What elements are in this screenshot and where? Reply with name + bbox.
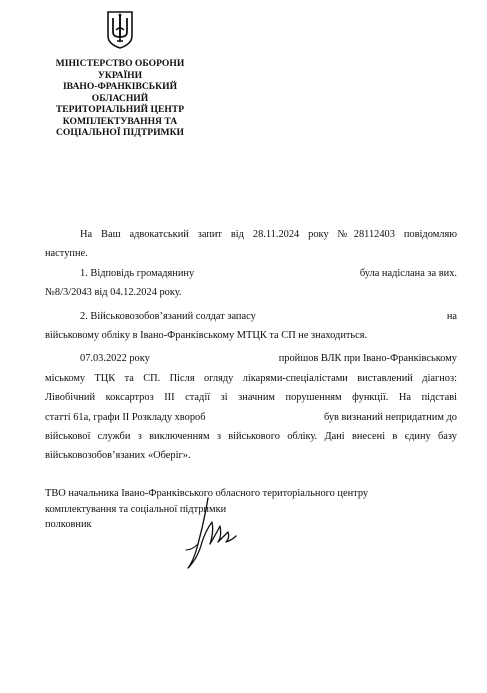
header-line: СОЦІАЛЬНОЇ ПІДТРИМКИ <box>55 127 185 138</box>
vlk-text: пройшов ВЛК при Івано-Франківському <box>278 353 457 365</box>
vlk-date: 07.03.2022 року <box>80 353 150 365</box>
header-line: ТЕРИТОРІАЛЬНИЙ ЦЕНТР <box>55 104 185 115</box>
header-line: КОМПЛЕКТУВАННЯ ТА <box>62 115 178 127</box>
paragraph-3-line-1 <box>45 349 457 368</box>
letter-body <box>45 225 457 466</box>
item-2-line <box>45 307 457 326</box>
paragraph-3-line-3: Лівобічний коксартроз ІІІ стадії зі значним порушенням функції. На підставі <box>45 392 457 404</box>
paragraph-3-line-2: міському ТЦК та СП. Після огляду лікарями-спеціалістами виставлений діагноз: <box>45 372 457 384</box>
signer-title-line-2: комплектування та соціальної підтримки <box>45 503 227 515</box>
header-line: МІНІСТЕРСТВО ОБОРОНИ <box>55 58 185 69</box>
header-line: ОБЛАСНИЙ <box>91 92 149 104</box>
item-2-continuation: військовому обліку в Івано-Франківському МТЦК та СП не знаходиться. <box>45 329 368 341</box>
trident-coat-of-arms-icon <box>106 10 134 50</box>
paragraph-3-line-4 <box>45 408 457 427</box>
item-2-text: 2. Військовозобов’язаний солдат запасу <box>80 310 256 322</box>
header-line: УКРАЇНИ <box>97 69 143 81</box>
item-1-text: 1. Відповідь громадянину <box>80 267 195 279</box>
handwritten-signature <box>168 492 248 574</box>
signer-rank: полковник <box>45 519 92 530</box>
paragraph-3-line-5: військової служби з виключенням з військового обліку. Дані внесені в єдину базу <box>45 430 457 442</box>
signer-title-line-1: ТВО начальника Івано-Франківського обласного територіального центру <box>45 488 369 499</box>
article-ref: статті 61а, графи ІІ Розкладу хвороб <box>45 411 206 423</box>
paragraph-3-line-6: військовозобов’язаних «Оберіг». <box>45 450 191 462</box>
intro-line-2: наступне. <box>45 248 88 260</box>
unfit-text: був визнаний непридатним до <box>323 411 457 423</box>
item-1-line <box>45 264 457 283</box>
item-1-text-right: була надіслана за вих. <box>359 267 457 279</box>
item-2-text-right: на <box>446 310 457 322</box>
item-1-continuation: №8/3/2043 від 04.12.2024 року. <box>45 287 182 299</box>
ministry-header <box>40 58 200 139</box>
header-line: ІВАНО-ФРАНКІВСЬКИЙ <box>62 81 178 92</box>
intro-line-1: На Ваш адвокатський запит від 28.11.2024 року №28112403 повідомляю <box>80 229 457 240</box>
